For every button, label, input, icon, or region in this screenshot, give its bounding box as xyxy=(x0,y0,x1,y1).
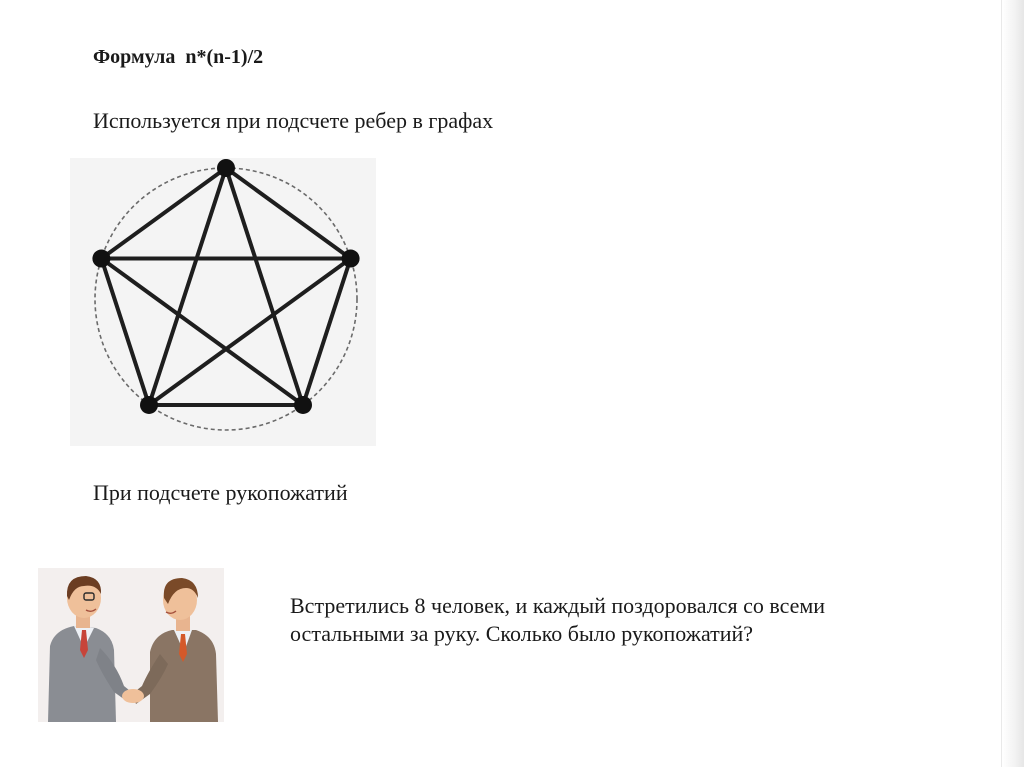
graph-vertex xyxy=(92,250,110,268)
businessmen-handshake-image xyxy=(38,568,224,722)
complete-graph-svg xyxy=(70,158,376,446)
graph-edge xyxy=(101,259,303,405)
handshake-caption: При подсчете рукопожатий xyxy=(93,480,348,505)
graph-edge xyxy=(101,168,226,259)
graph-vertex xyxy=(342,250,360,268)
clasped-hands xyxy=(122,689,144,703)
slide-edge-border xyxy=(1001,0,1024,767)
graph-edge xyxy=(101,259,149,405)
graph-edge xyxy=(303,259,351,405)
complete-graph-figure xyxy=(70,158,376,446)
problem-line-1: Встретились 8 человек, и каждый поздоровался со всеми xyxy=(290,593,826,618)
graph-edge xyxy=(226,168,351,259)
graph-edge xyxy=(226,168,303,405)
problem-line-2: остальными за руку. Сколько было рукопожатий? xyxy=(290,621,754,646)
handshake-illustration xyxy=(38,568,224,722)
graph-edge xyxy=(149,259,351,405)
graph-vertex xyxy=(140,396,158,414)
left-businessman xyxy=(48,576,134,722)
graph-edges-caption: Используется при подсчете ребер в графах xyxy=(93,108,494,133)
right-businessman xyxy=(132,578,218,722)
graph-vertex xyxy=(217,159,235,177)
graph-edge xyxy=(149,168,226,405)
handshake-problem xyxy=(290,592,950,648)
formula-heading: Формула n*(n-1)/2 xyxy=(93,46,264,68)
graph-vertex xyxy=(294,396,312,414)
circumscribed-circle xyxy=(95,168,357,430)
